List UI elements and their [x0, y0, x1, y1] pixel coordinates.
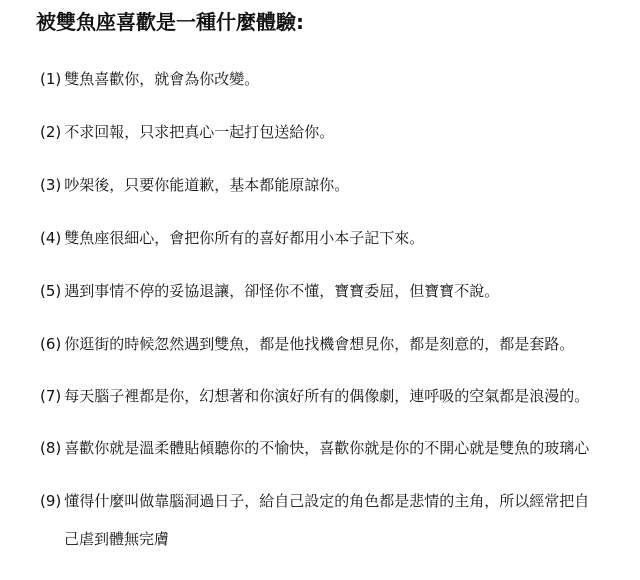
item-text: 遇到事情不停的妥協退讓，卻怪你不懂，寶寶委屈，但寶寶不說。 [64, 282, 500, 300]
list-item-4 [40, 227, 424, 249]
item-text: 雙魚喜歡你，就會為你改變。 [64, 70, 260, 88]
item-number: (7) [40, 387, 62, 405]
item-text: 吵架後，只要你能道歉，基本都能原諒你。 [64, 176, 350, 194]
list-item-1 [40, 68, 259, 90]
list-item-5 [40, 280, 499, 302]
list-item-7 [40, 385, 589, 407]
item-number: (1) [40, 70, 62, 88]
item-text: 不求回報，只求把真心一起打包送給你。 [64, 123, 335, 141]
list-item-2 [40, 121, 334, 143]
item-text: 每天腦子裡都是你，幻想著和你演好所有的偶像劇，連呼吸的空氣都是浪漫的。 [64, 387, 590, 405]
item-text: 懂得什麼叫做靠腦洞過日子，給自己設定的角色都是悲情的主角，所以經常把自 [64, 492, 590, 510]
item-text: 喜歡你就是溫柔體貼傾聽你的不愉快，喜歡你就是你的不開心就是雙魚的玻璃心 [64, 439, 590, 457]
item-text: 你逛街的時候忽然遇到雙魚，都是他找機會想見你，都是刻意的，都是套路。 [64, 335, 575, 353]
list-item-3 [40, 174, 349, 196]
list-item-9 [40, 490, 589, 550]
item-number: (9) [40, 492, 62, 510]
page-title: 被雙魚座喜歡是一種什麼體驗: [36, 10, 304, 34]
item-number: (5) [40, 282, 62, 300]
list-item-8 [40, 437, 589, 459]
list-item-6 [40, 333, 574, 355]
item-number: (3) [40, 176, 62, 194]
item-number: (2) [40, 123, 62, 141]
item-text: 雙魚座很細心，會把你所有的喜好都用小本子記下來。 [64, 229, 425, 247]
item-number: (6) [40, 335, 62, 353]
item-number: (8) [40, 439, 62, 457]
item-number: (4) [40, 229, 62, 247]
item-text-continuation: 己虐到體無完膚 [64, 530, 170, 548]
